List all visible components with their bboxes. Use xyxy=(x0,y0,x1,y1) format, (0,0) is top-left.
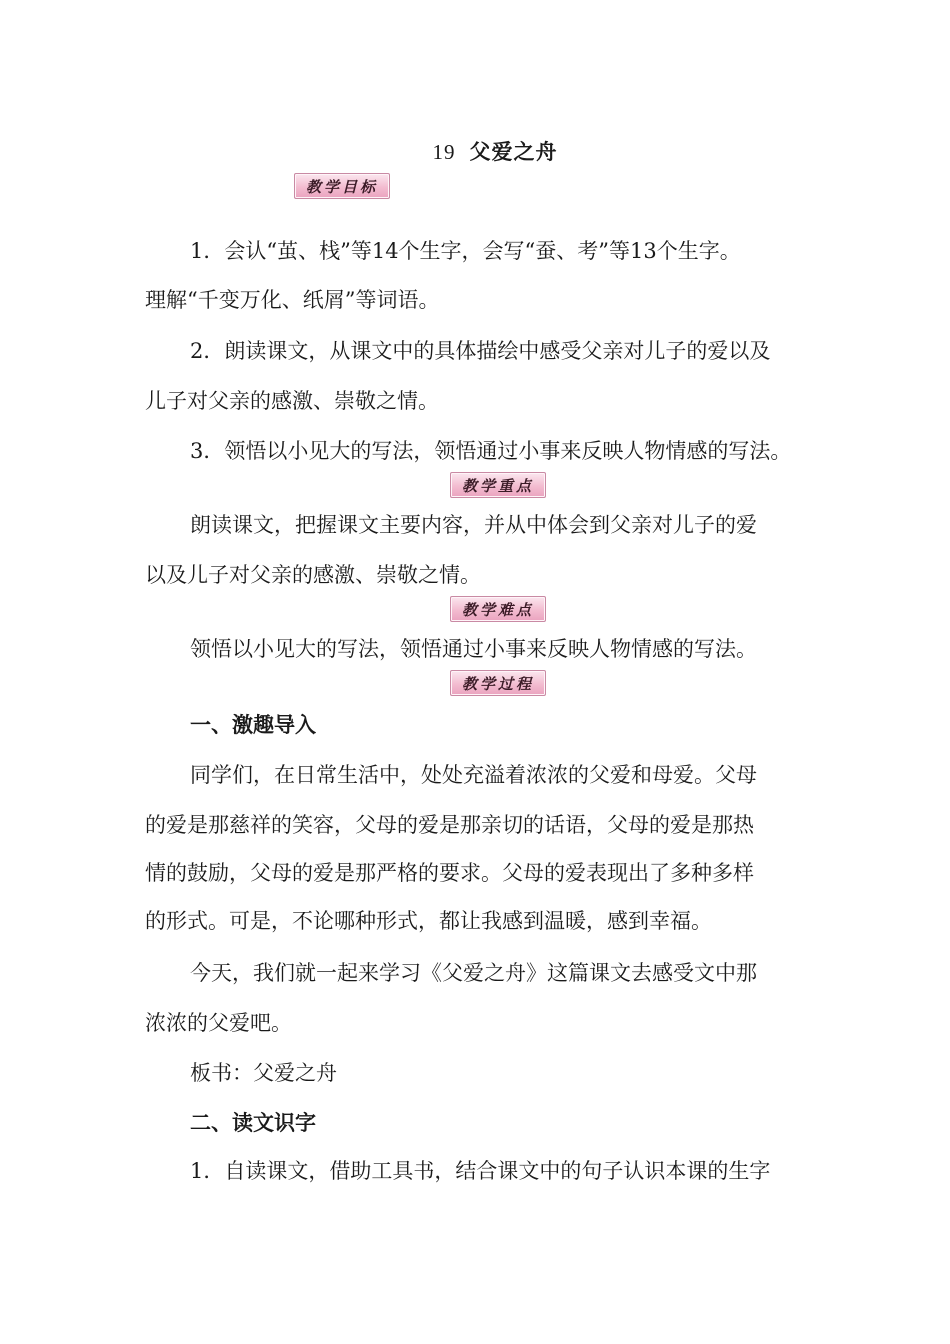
goal-3-line-1: 3．领悟以小见大的写法，领悟通过小事来反映人物情感的写法。 xyxy=(190,439,792,463)
board-note: 板书：父爱之舟 xyxy=(190,1061,337,1085)
today-para-line-1: 今天，我们就一起来学习《父爱之舟》这篇课文去感受文中那 xyxy=(190,961,757,985)
badge-teaching-goals: 教学目标 xyxy=(294,173,390,199)
intro-para-line-3: 情的鼓励，父母的爱是那严格的要求。父母的爱表现出了多种多样 xyxy=(145,861,754,885)
section-2-heading: 二、读文识字 xyxy=(190,1111,316,1135)
difficulties-line-1: 领悟以小见大的写法，领悟通过小事来反映人物情感的写法。 xyxy=(190,637,757,661)
lesson-title xyxy=(0,136,950,166)
badge-teaching-process: 教学过程 xyxy=(450,670,546,696)
key-points-line-2: 以及儿子对父亲的感激、崇敬之情。 xyxy=(145,563,481,587)
lesson-number: 19 xyxy=(432,140,456,164)
goal-2-line-2: 儿子对父亲的感激、崇敬之情。 xyxy=(145,389,439,413)
badge-difficulties: 教学难点 xyxy=(450,596,546,622)
goal-2-line-1: 2．朗读课文，从课文中的具体描绘中感受父亲对儿子的爱以及 xyxy=(190,339,771,363)
goal-1-line-1: 1．会认“茧、栈”等14个生字，会写“蚕、考”等13个生字。 xyxy=(190,239,741,263)
today-para-line-2: 浓浓的父爱吧。 xyxy=(145,1011,292,1035)
intro-para-line-2: 的爱是那慈祥的笑容，父母的爱是那亲切的话语，父母的爱是那热 xyxy=(145,813,754,837)
lesson-name: 父爱之舟 xyxy=(469,139,558,164)
section-1-heading: 一、激趣导入 xyxy=(190,713,316,737)
reading-item-1-line-1: 1．自读课文，借助工具书，结合课文中的句子认识本课的生字 xyxy=(190,1159,771,1183)
key-points-line-1: 朗读课文，把握课文主要内容，并从中体会到父亲对儿子的爱 xyxy=(190,513,757,537)
badge-key-points: 教学重点 xyxy=(450,472,546,498)
intro-para-line-1: 同学们，在日常生活中，处处充溢着浓浓的父爱和母爱。父母 xyxy=(190,763,757,787)
intro-para-line-4: 的形式。可是，不论哪种形式，都让我感到温暖，感到幸福。 xyxy=(145,909,712,933)
goal-1-line-2: 理解“千变万化、纸屑”等词语。 xyxy=(145,288,440,312)
